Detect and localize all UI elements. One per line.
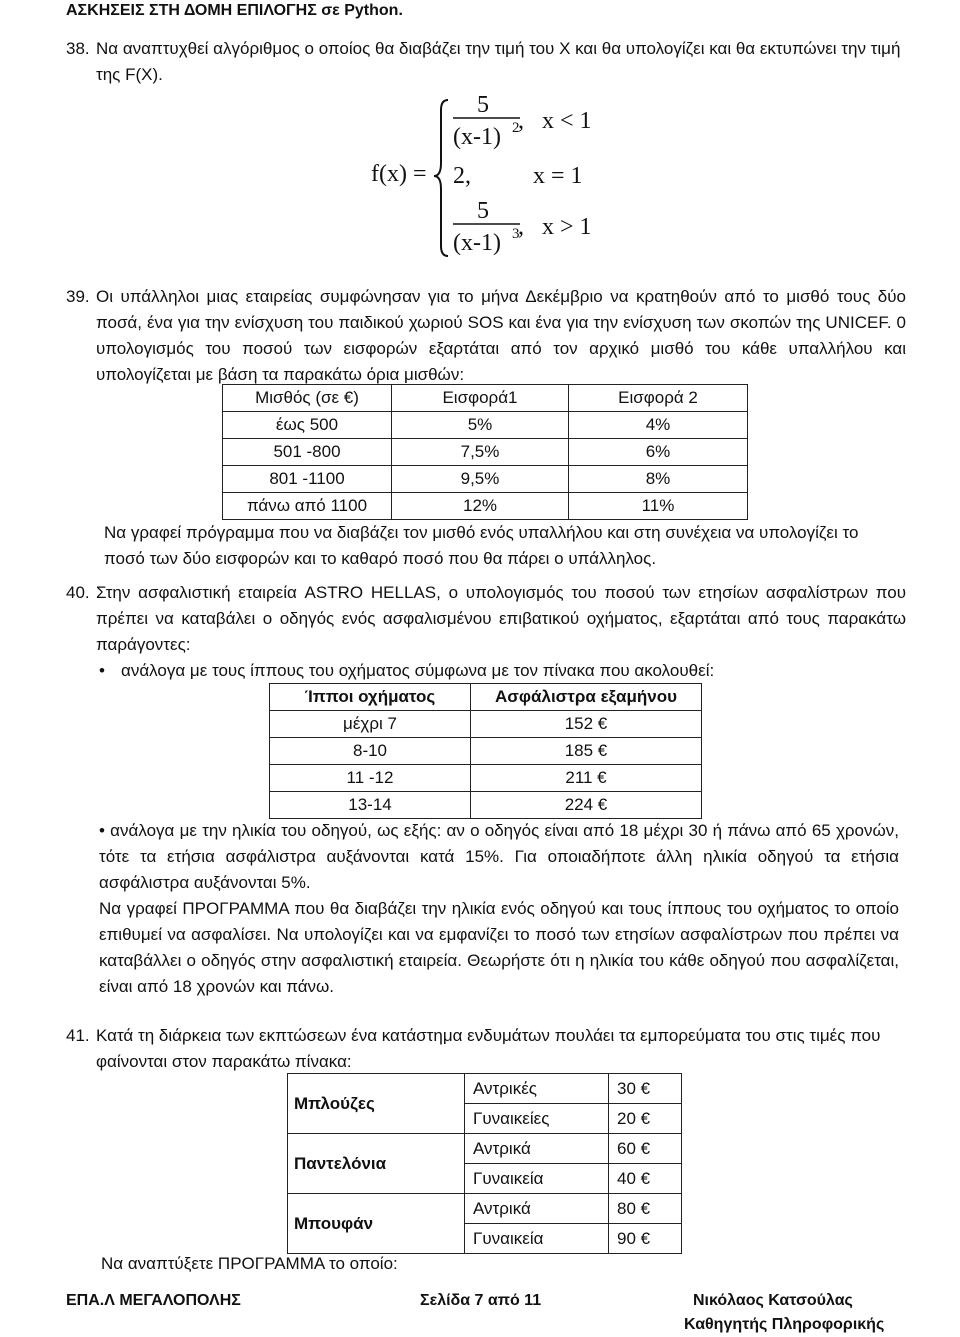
table-row <box>223 466 748 493</box>
table-cell: Αντρικά <box>465 1134 609 1164</box>
table-header: Εισφορά 2 <box>569 385 748 412</box>
item-cell: Μπουφάν <box>288 1194 465 1254</box>
exercise-39-text: Οι υπάλληλοι μιας εταιρείας συμφώνησαν για το μήνα Δεκέμβριο να κρατηθούν από το μισθό τους δύο ποσά, ένα για την ενίσχυση του παιδικού χωριού SOS και ένα για την ενίσχυση των σκοπών της UNICEF. 0 υπολογισμός του ποσού των εισφορών εξαρτάται από τον αρχικό μισθό του κάθε υπαλλήλου και υπολογίζεται με βάση τα παρακάτω όρια μισθών: <box>96 287 906 384</box>
prices-table <box>287 1073 682 1254</box>
table-cell: 11 -12 <box>270 765 471 792</box>
table-cell: Γυναικείες <box>465 1104 609 1134</box>
piecewise-formula <box>365 88 605 268</box>
table-cell: Αντρικές <box>465 1074 609 1104</box>
case3-exponent: 3 <box>512 226 520 242</box>
table-cell: 4% <box>569 412 748 439</box>
table-cell: Γυναικεία <box>465 1224 609 1254</box>
contributions-table <box>222 384 748 520</box>
table-row <box>223 493 748 520</box>
table-cell: 185 € <box>471 738 702 765</box>
footer-school: ΕΠΑ.Λ ΜΕΓΑΛΟΠΟΛΗΣ <box>66 1292 241 1309</box>
table-cell: 9,5% <box>392 466 569 493</box>
horsepower-table <box>269 683 702 819</box>
exercise-40-bullet-2: • ανάλογα με την ηλικία του οδηγού, ως εξής: αν ο οδηγός είναι από 18 μέχρι 30 ή πάνω από 65 χρονών, τότε τα ετήσια ασφάλιστρα αυξάνονται κατά 15%. Για οποιαδήποτε άλλη ηλικία οδηγού τα ετήσια ασφάλιστρα αυξάνονται 5%. <box>99 821 899 892</box>
exercise-40-task: Να γραφεί ΠΡΟΓΡΑΜΜΑ που θα διαβάζει την ηλικία ενός οδηγού και τους ίππους του οχήματος το οποίο επιθυμεί να ασφαλίσει. Να υπολογίζει και να εμφανίζει το ποσό των ετησίων ασφαλίστρων που πρέπει να καταβάλλει ο οδηγός στην ασφαλιστική εταιρεία. Θεωρήστε ότι η ηλικία του κάθε οδηγού που ασφαλίζεται, είναι από 18 χρονών και πάνω. <box>99 899 899 996</box>
item-cell: Παντελόνια <box>288 1134 465 1194</box>
table-cell: 40 € <box>609 1164 682 1194</box>
table-cell: 13-14 <box>270 792 471 819</box>
case1-denominator: (x-1) <box>453 124 501 150</box>
table-header: Μισθός (σε €) <box>223 385 392 412</box>
table-row <box>288 1134 682 1164</box>
table-row <box>223 412 748 439</box>
exercise-40-bullet-1: ανάλογα με τους ίππους του οχήματος σύμφωνα με τον πίνακα που ακολουθεί: <box>121 661 715 680</box>
exercise-41-text: Κατά τη διάρκεια των εκπτώσεων ένα κατάστημα ενδυμάτων πουλάει τα εμπορεύματα του στις τιμές που φαίνονται στον παρακάτω πίνακα: <box>96 1026 881 1071</box>
table-cell: 20 € <box>609 1104 682 1134</box>
formula-lhs: f(x) = <box>371 161 427 187</box>
table-cell: 8-10 <box>270 738 471 765</box>
exercise-41-task: Να αναπτύξετε ΠΡΟΓΡΑΜΜΑ το οποίο: <box>101 1254 398 1273</box>
exercise-39-task: Να γραφεί πρόγραμμα που να διαβάζει τον μισθό ενός υπαλλήλου και στη συνέχεια να υπολογίζει το ποσό των δύο εισφορών και το καθαρό ποσό που θα πάρει ο υπάλληλος. <box>104 523 859 568</box>
case1-exponent: 2 <box>512 120 520 136</box>
table-cell: 11% <box>569 493 748 520</box>
table-cell: 12% <box>392 493 569 520</box>
table-cell: 90 € <box>609 1224 682 1254</box>
table-row <box>270 711 702 738</box>
table-cell: 211 € <box>471 765 702 792</box>
table-cell: έως 500 <box>223 412 392 439</box>
table-cell: 30 € <box>609 1074 682 1104</box>
formula-brace <box>434 100 448 256</box>
table-row <box>270 792 702 819</box>
case3-numerator: 5 <box>477 198 489 224</box>
table-header: Εισφορά1 <box>392 385 569 412</box>
table-header: Ίπποι οχήματος <box>270 684 471 711</box>
footer-author: Νικόλαος Κατσούλας <box>693 1292 853 1309</box>
exercise-41-number: 41. <box>66 1026 90 1045</box>
table-row <box>288 1074 682 1104</box>
footer-role: Καθηγητής Πληροφορικής <box>684 1316 885 1333</box>
exercise-39-number: 39. <box>66 287 90 306</box>
exercise-40-number: 40. <box>66 583 90 602</box>
table-row <box>270 765 702 792</box>
table-cell: πάνω από 1100 <box>223 493 392 520</box>
table-cell: 501 -800 <box>223 439 392 466</box>
table-cell: 7,5% <box>392 439 569 466</box>
case1-numerator: 5 <box>477 92 489 118</box>
table-cell: 224 € <box>471 792 702 819</box>
table-cell: Αντρικά <box>465 1194 609 1224</box>
table-cell: 152 € <box>471 711 702 738</box>
table-cell: 801 -1100 <box>223 466 392 493</box>
item-cell: Μπλούζες <box>288 1074 465 1134</box>
case1-condition: , x < 1 <box>518 108 592 134</box>
case3-condition: , x > 1 <box>518 214 592 240</box>
table-cell: 8% <box>569 466 748 493</box>
case3-denominator: (x-1) <box>453 230 501 256</box>
table-cell: 80 € <box>609 1194 682 1224</box>
table-cell: 5% <box>392 412 569 439</box>
table-row <box>223 439 748 466</box>
table-row <box>270 738 702 765</box>
table-row <box>288 1194 682 1224</box>
exercise-38-text: Να αναπτυχθεί αλγόριθμος ο οποίος θα διαβάζει την τιμή του Χ και θα υπολογίζει και θα εκτυπώνει την τιμή της F(X). <box>96 39 901 84</box>
table-cell: μέχρι 7 <box>270 711 471 738</box>
table-cell: 6% <box>569 439 748 466</box>
bullet-icon: • <box>99 661 105 680</box>
case2-value: 2, <box>453 163 471 189</box>
table-header: Ασφάλιστρα εξαμήνου <box>471 684 702 711</box>
table-cell: Γυναικεία <box>465 1164 609 1194</box>
exercise-38-number: 38. <box>66 39 90 58</box>
footer-page-number: Σελίδα 7 από 11 <box>420 1292 542 1309</box>
exercise-40-text: Στην ασφαλιστική εταιρεία ASTRO HELLAS, ο υπολογισμός του ποσού των ετησίων ασφαλίστρων που πρέπει να καταβάλει ο οδηγός ενός ασφαλισμένου επιβατικού οχήματος, εξαρτάται από τους παρακάτω παράγοντες: <box>96 583 906 654</box>
page-header-title: ΑΣΚΗΣΕΙΣ ΣΤΗ ΔΟΜΗ ΕΠΙΛΟΓΗΣ σε Python. <box>66 2 403 19</box>
case2-condition: x = 1 <box>533 163 583 189</box>
table-cell: 60 € <box>609 1134 682 1164</box>
